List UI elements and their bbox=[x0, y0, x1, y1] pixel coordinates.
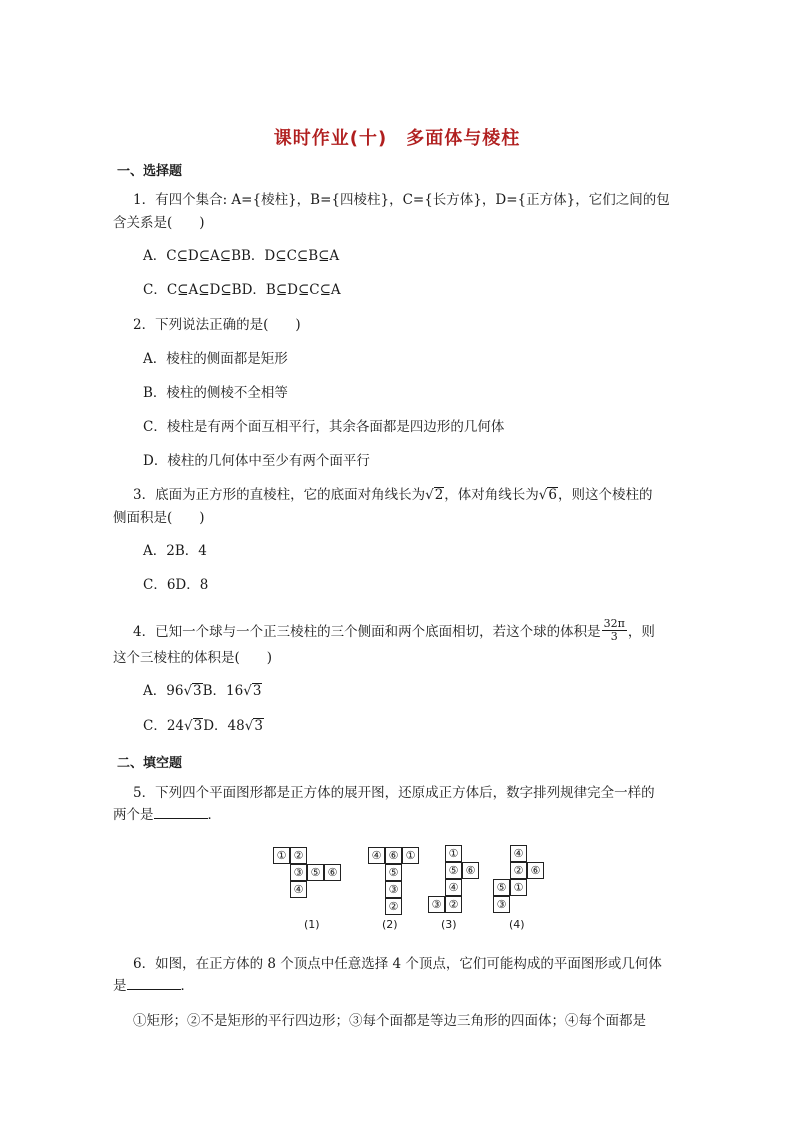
q4-option-d-sqrt: √3 bbox=[244, 718, 263, 734]
q3-options-cd: C．6D．8 bbox=[143, 577, 209, 593]
net-3-cell bbox=[462, 862, 479, 879]
q4-stem-post: ，则 bbox=[627, 624, 655, 640]
q3-stem-line1 bbox=[133, 486, 653, 504]
net-1-cell bbox=[273, 847, 290, 864]
q2-option-c: C．棱柱是有两个面互相平行，其余各面都是四边形的几何体 bbox=[143, 419, 505, 435]
q5-stem-line2 bbox=[113, 806, 221, 824]
q4-option-a-label: A．96 bbox=[143, 683, 184, 699]
section-heading-choice: 一、选择题 bbox=[117, 164, 183, 179]
net-cell-label: ② bbox=[293, 849, 304, 862]
q4-option-a-radicand: 3 bbox=[193, 683, 202, 699]
q4-option-c-sqrt: √3 bbox=[184, 718, 203, 734]
net-cell-label: ③ bbox=[431, 898, 442, 911]
q1-options-cd: C．C⊆A⊆D⊆BD．B⊆D⊆C⊆A bbox=[143, 282, 341, 298]
net-1-cell bbox=[324, 864, 341, 881]
net-cell-label: ⑤ bbox=[496, 881, 507, 894]
net-cell-label: ③ bbox=[496, 898, 507, 911]
net-cell-label: ④ bbox=[513, 847, 524, 860]
net-1-cell bbox=[290, 847, 307, 864]
q4-options-ab bbox=[143, 682, 262, 700]
net-3-cell bbox=[445, 879, 462, 896]
net-3-caption: (3) bbox=[441, 918, 457, 931]
net-2-cell bbox=[385, 898, 402, 915]
net-2-cell bbox=[385, 881, 402, 898]
q3-stem-line2: 侧面积是( ) bbox=[113, 510, 205, 526]
q3-radicand-2: 6 bbox=[548, 487, 557, 503]
q1-stem-line2: 含关系是( ) bbox=[113, 215, 205, 231]
net-1-cell bbox=[290, 881, 307, 898]
q3-options-ab: A．2B．4 bbox=[143, 543, 207, 559]
q3-stem-post: ，则这个棱柱的 bbox=[558, 487, 653, 503]
q2-option-a: A．棱柱的侧面都是矩形 bbox=[143, 351, 288, 367]
net-cell-label: ① bbox=[513, 881, 524, 894]
q3-stem-mid: ，体对角线长为 bbox=[444, 487, 539, 503]
net-4-cell bbox=[510, 862, 527, 879]
net-3-cell bbox=[428, 896, 445, 913]
net-4-cell bbox=[493, 896, 510, 913]
q3-sqrt-2: √6 bbox=[538, 487, 557, 503]
q6-stem-line2-post: ． bbox=[180, 978, 194, 994]
q3-stem-pre: 3．底面为正方形的直棱柱，它的底面对角线长为 bbox=[133, 487, 426, 503]
q2-option-d: D．棱柱的几何体中至少有两个面平行 bbox=[143, 453, 370, 469]
q6-stem-line2-pre: 是 bbox=[113, 978, 127, 994]
q1-stem-line1: 1．有四个集合: A={棱柱}，B={四棱柱}，C={长方体}，D={正方体}，它们之间的包 bbox=[133, 192, 670, 208]
q4-option-b-label: B．16 bbox=[202, 683, 244, 699]
q4-option-c-label: C．24 bbox=[143, 718, 185, 734]
q4-fraction bbox=[602, 618, 627, 643]
net-cell-label: ② bbox=[513, 864, 524, 877]
section-heading-fill: 二、填空题 bbox=[117, 756, 183, 771]
q4-stem-line2: 这个三棱柱的体积是( ) bbox=[113, 650, 273, 666]
q6-answer-blank[interactable] bbox=[127, 977, 181, 990]
q4-option-b-radicand: 3 bbox=[252, 683, 262, 699]
net-3-cell bbox=[445, 896, 462, 913]
page-title: 课时作业(十) 多面体与棱柱 bbox=[273, 128, 521, 149]
q4-option-b-sqrt: √3 bbox=[243, 683, 262, 699]
q4-option-d-label: D．48 bbox=[203, 718, 245, 734]
net-cell-label: ⑥ bbox=[530, 864, 541, 877]
net-cell-label: ⑥ bbox=[327, 866, 338, 879]
net-cell-label: ③ bbox=[293, 866, 304, 879]
q4-fraction-denominator: 3 bbox=[610, 630, 618, 643]
net-4-cell bbox=[493, 879, 510, 896]
net-cell-label: ① bbox=[405, 849, 416, 862]
net-cell-label: ① bbox=[448, 847, 459, 860]
net-cell-label: ⑥ bbox=[388, 849, 399, 862]
q4-option-c-radicand: 3 bbox=[193, 718, 203, 734]
net-3-cell bbox=[445, 845, 462, 862]
net-cell-label: ⑤ bbox=[448, 864, 459, 877]
net-2-cell bbox=[402, 847, 419, 864]
q5-stem-line2-post: ． bbox=[207, 807, 221, 823]
net-cell-label: ④ bbox=[448, 881, 459, 894]
q6-options-line: ①矩形；②不是矩形的平行四边形；③每个面都是等边三角形的四面体；④每个面都是 bbox=[133, 1013, 646, 1029]
net-1-cell bbox=[290, 864, 307, 881]
q4-option-d-radicand: 3 bbox=[254, 718, 263, 734]
net-4-cell bbox=[510, 845, 527, 862]
net-1-cell bbox=[307, 864, 324, 881]
q4-stem-line1 bbox=[133, 617, 655, 645]
q5-answer-blank[interactable] bbox=[154, 806, 208, 819]
q4-fraction-numerator: 32π bbox=[603, 617, 625, 630]
net-2-cell bbox=[368, 847, 385, 864]
q3-radicand-1: 2 bbox=[434, 487, 444, 503]
net-4-cell bbox=[510, 879, 527, 896]
q2-option-b: B．棱柱的侧棱不全相等 bbox=[143, 385, 288, 401]
q6-stem-line2 bbox=[113, 977, 194, 995]
net-3-cell bbox=[445, 862, 462, 879]
q4-stem-pre: 4．已知一个球与一个正三棱柱的三个侧面和两个底面相切，若这个球的体积是 bbox=[133, 624, 601, 640]
q5-stem-line2-pre: 两个是 bbox=[113, 807, 154, 823]
net-cell-label: ② bbox=[388, 900, 399, 913]
net-2-cell bbox=[385, 847, 402, 864]
net-4-cell bbox=[527, 862, 544, 879]
net-cell-label: ⑥ bbox=[465, 864, 476, 877]
q6-stem-line1: 6．如图，在正方体的 8 个顶点中任意选择 4 个顶点，它们可能构成的平面图形或几何体 bbox=[133, 956, 662, 972]
net-cell-label: ⑤ bbox=[310, 866, 321, 879]
net-cell-label: ④ bbox=[293, 883, 304, 896]
net-cell-label: ④ bbox=[371, 849, 382, 862]
net-2-caption: (2) bbox=[382, 918, 398, 931]
net-cell-label: ⑤ bbox=[388, 866, 399, 879]
net-cell-label: ② bbox=[448, 898, 459, 911]
q2-stem: 2．下列说法正确的是( ) bbox=[133, 317, 301, 333]
net-1-caption: (1) bbox=[304, 918, 320, 931]
q4-options-cd bbox=[143, 717, 264, 735]
q3-sqrt-1: √2 bbox=[425, 487, 444, 503]
q4-option-a-sqrt: √3 bbox=[183, 683, 202, 699]
net-2-cell bbox=[385, 864, 402, 881]
net-cell-label: ③ bbox=[388, 883, 399, 896]
net-4-caption: (4) bbox=[509, 918, 525, 931]
q5-stem-line1: 5．下列四个平面图形都是正方体的展开图，还原成正方体后，数字排列规律完全一样的 bbox=[133, 785, 655, 801]
net-cell-label: ① bbox=[276, 849, 287, 862]
q1-options-ab: A．C⊆D⊆A⊆BB．D⊆C⊆B⊆A bbox=[143, 248, 340, 264]
